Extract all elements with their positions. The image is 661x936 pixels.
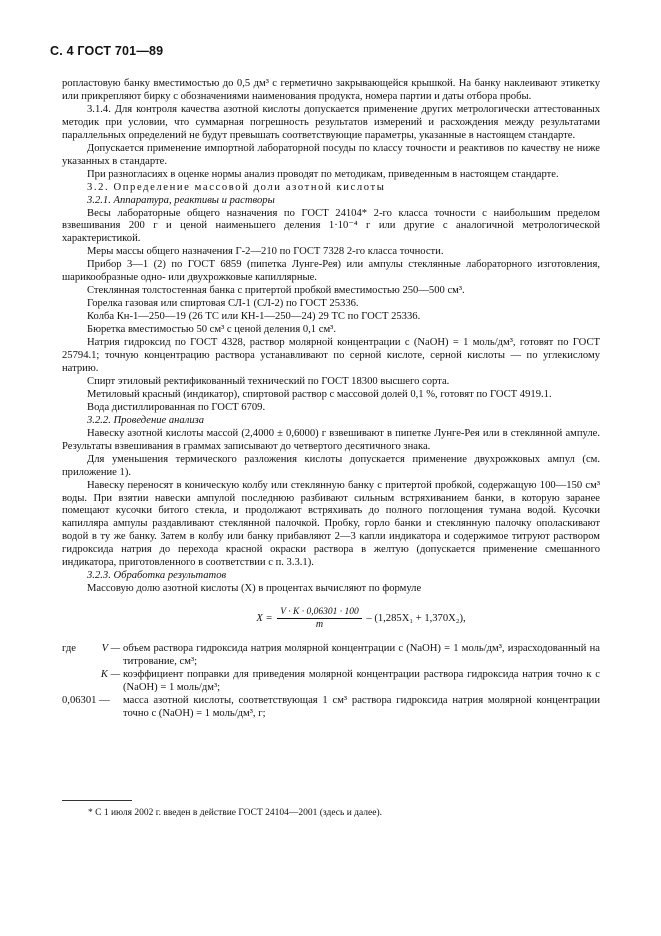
body-text [62,78,600,721]
paragraph: Для уменьшения термического разложения кислоты допускается применение двухрожковых ампул (см. приложение 1). [62,453,600,478]
definition-symbol: 0,06301 — [62,694,110,706]
paragraph: Навеску азотной кислоты массой (2,4000 ± 0,6000) г взвешивают в пипетке Лунге-Рея или в стеклянной ампуле. Результаты взвешивания в граммах записывают до четвертого десятичного знака. [62,427,600,452]
variable-definitions [62,643,600,721]
paragraph: Спирт этиловый ректификованный технический по ГОСТ 18300 высшего сорта. [87,375,450,387]
paragraph: Колба Кн-1—250—19 (26 ТС или КН-1—250—24) 29 ТС по ГОСТ 25336. [87,311,421,323]
subsection-heading: 3.2.3. Обработка результатов [87,570,227,582]
definition-row [62,643,600,669]
definition-text: масса азотной кислоты, соответствующая 1 см³ раствора гидроксида натрия молярной концентрации точно c (NaOH) = 1 моль/дм³, г; [123,694,600,719]
formula [122,606,600,631]
definition-symbol: V — [101,643,120,655]
footnote-divider [62,800,132,801]
definition-text: объем раствора гидроксида натрия молярной концентрации c (NaOH) = 1 моль/дм³, израсходованный на титрование, см³; [123,643,600,668]
paragraph: Натрия гидроксид по ГОСТ 4328, раствор молярной концентрации c (NaOH) = 1 моль/дм³, готовят по ГОСТ 25794.1; точную концентрацию раствора устанавливают по серной кислоте, серной кислоты — по углекислому натрию. [62,337,600,374]
paragraph: Допускается применение импортной лабораторной посуды по классу точности и реактивов по качеству не ниже указанных в стандарте. [62,142,600,167]
formula-numerator: V · K · 0,06301 · 100 [277,606,361,619]
subsection-heading: 3.2.2. Проведение анализа [87,414,205,426]
formula-fraction [277,606,361,631]
paragraph: Бюретка вместимостью 50 см³ с ценой деления 0,1 см³. [87,324,336,336]
where-label: где [62,643,76,655]
definition-symbol: K — [100,669,120,681]
paragraph: Весы лабораторные общего назначения по ГОСТ 24104* 2-го класса точности с наибольшим пределом взвешивания 200 г и ценой наименьшего деления 1·10⁻⁴ г или другие с аналогичной метрологической характеристикой. [62,207,600,245]
paragraph: Метиловый красный (индикатор), спиртовой раствор с массовой долей 0,1 %, готовят по ГОСТ 4919.1. [87,388,552,400]
section-heading: 3.2. Определение массовой доли азотной кислоты [87,181,386,193]
paragraph: Навеску переносят в коническую колбу или стеклянную банку с притертой пробкой, содержащую 100—150 см³ воды. При взятии навески ампулой последнюю разбивают сильным встряхиванием банки, в которую заранее помещают кусочки битого стекла, и продолжают встряхивать до полного поглощения тумана водой. Кусочки капилляра ампулы раздавливают стеклянной палочкой. Пробку, горло банки и стеклянную палочку ополаскивают водой в ту же банку. Затем в колбу или банку прибавляют 2—3 капли индикатора и содержимое титруют раствором гидроксида натрия до перехода красной окраски раствора в желтую (допускается применение смешанного индикатора, приготовленного в соответствии с п. 3.3.1). [62,479,600,569]
formula-denominator: m [315,619,324,631]
paragraph: Вода дистиллированная по ГОСТ 6709. [87,401,266,413]
paragraph: Стеклянная толстостенная банка с притертой пробкой вместимостью 250—500 см³. [87,285,465,297]
formula-rhs: – (1,285X₁ + 1,370X₂), [366,613,466,625]
formula-lhs: X = [256,613,273,625]
definition-text: коэффициент поправки для приведения молярной концентрации раствора гидроксида натрия точно к c (NaOH) = 1 моль/дм³; [123,669,600,693]
paragraph: Прибор 3—1 (2) по ГОСТ 6859 (пипетка Лунге-Рея) или ампулы стеклянные лабораторного изготовления, шарикообразные одно- или двухрожковые капиллярные. [62,259,600,284]
paragraph: Меры массы общего назначения Г-2—210 по ГОСТ 7328 2-го класса точности. [87,246,444,258]
paragraph: При разногласиях в оценке нормы анализ проводят по методикам, приведенным в настоящем стандарте. [87,168,559,180]
definition-row [62,669,600,695]
definition-row [62,695,600,721]
page-header: С. 4 ГОСТ 701—89 [50,44,164,58]
footnote: * С 1 июля 2002 г. введен в действие ГОСТ 24104—2001 (здесь и далее). [88,808,383,818]
paragraph: Массовую долю азотной кислоты (X) в процентах вычисляют по формуле [87,583,422,595]
paragraph: рoпластовую банку вместимостью до 0,5 дм³ с герметично закрывающейся крышкой. На банку наклеивают этикетку или прикрепляют бирку с обозначениями наименования продукта, номера партии и даты отбора пробы. [62,78,600,102]
paragraph: 3.1.4. Для контроля качества азотной кислоты допускается применение других метрологически аттестованных методик при условии, что суммарная погрешность результатов измерений и расхождения между результатами параллельных определений не будут превышать соответствующие параметры, указанные в настоящем стандарте. [62,103,600,141]
subsection-heading: 3.2.1. Аппаратура, реактивы и растворы [87,194,275,206]
paragraph: Горелка газовая или спиртовая СЛ-1 (СЛ-2) по ГОСТ 25336. [87,298,359,310]
